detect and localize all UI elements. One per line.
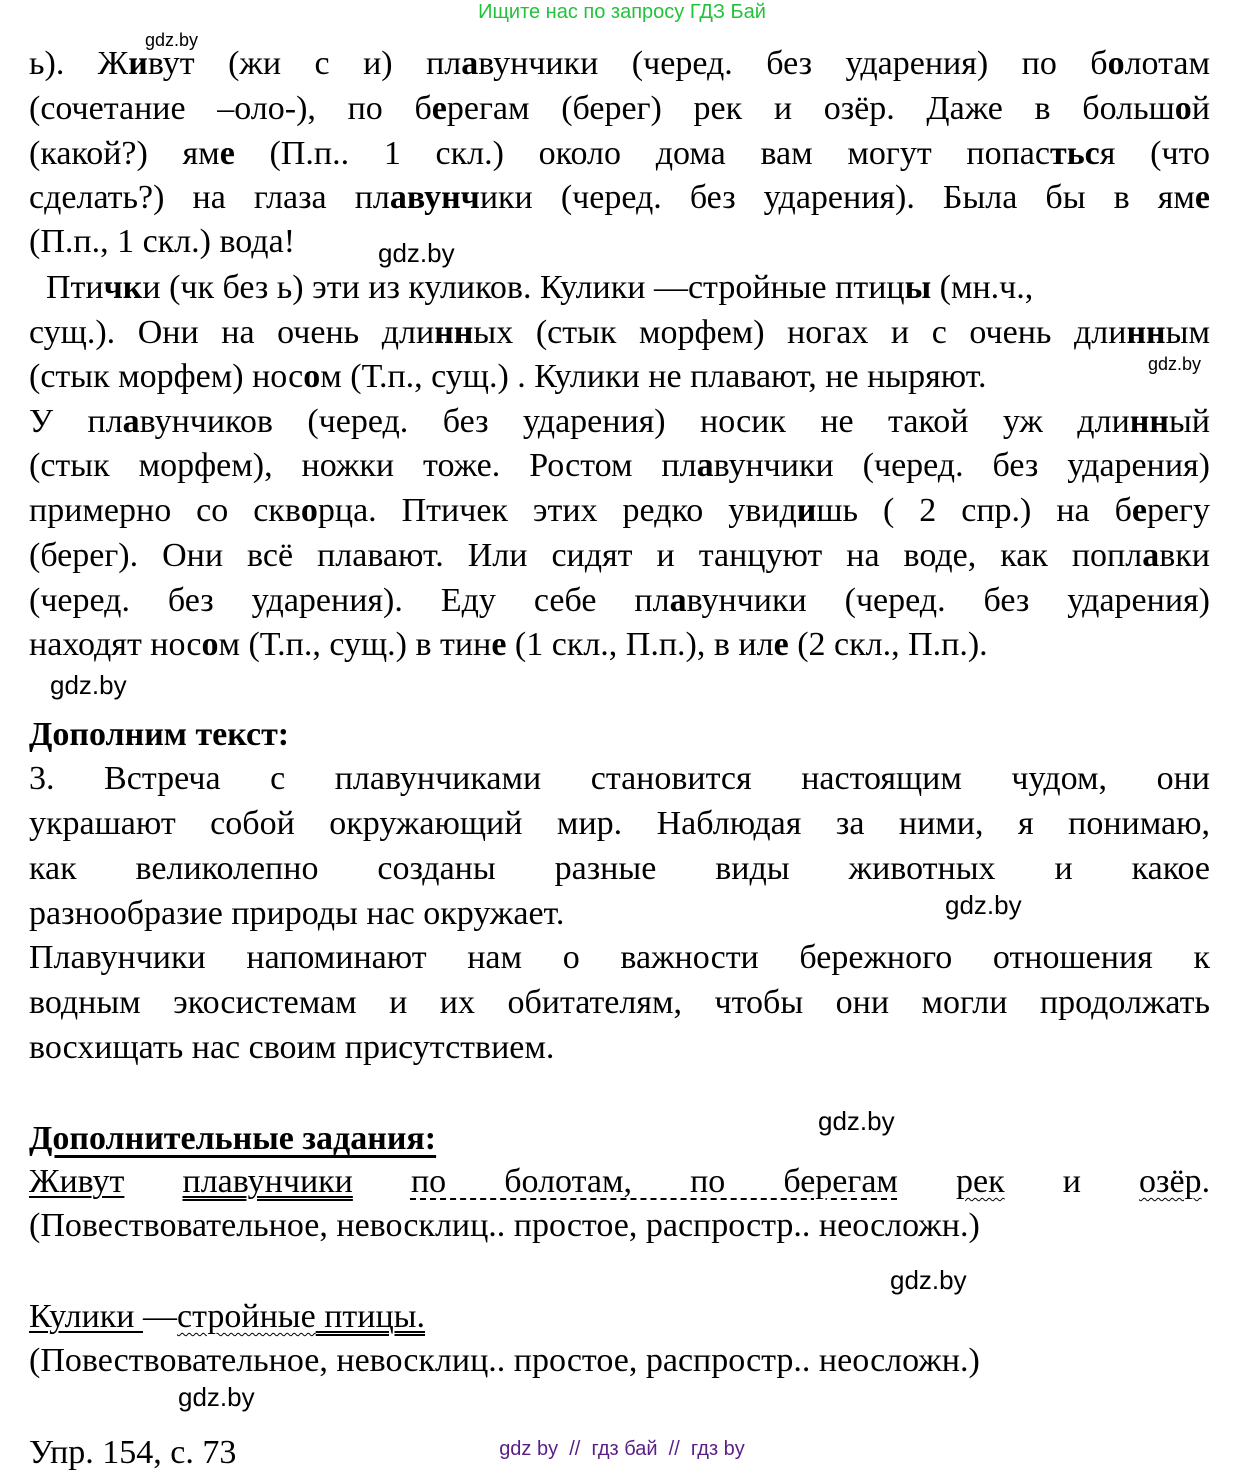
- watermark: gdz.by: [178, 1382, 255, 1412]
- text-line: примерно со скворца. Птичек этих редко увидишь ( 2 спр.) на берегу: [29, 492, 1211, 529]
- text-line: (сочетание –оло-), по берегам (берег) рек и озёр. Даже в большой: [29, 90, 1210, 127]
- text-line: Плавунчики напоминают нам о важности бережного отношения к: [29, 939, 1210, 976]
- text-line: разнообразие природы нас окружает.: [29, 895, 565, 932]
- text-line: (берег). Они всё плавают. Или сидят и танцуют на воде, как поплавки: [29, 537, 1210, 574]
- parsed-sentence-1: Живут плавунчики по болотам, по берегам рек и озёр.: [29, 1163, 1211, 1200]
- sentence-subject: Кулики: [29, 1298, 144, 1335]
- section-heading: Дополнительные задания:: [29, 1120, 437, 1157]
- text-line: ь). Живут (жи с и) плавунчики (черед. без ударения) по болотам: [29, 45, 1210, 82]
- text-line: (черед. без ударения). Еду себе плавунчики (черед. без ударения): [29, 582, 1211, 619]
- watermark: gdz.by: [50, 670, 127, 700]
- text-line: сущ.). Они на очень длинных (стык морфем) ногах и с очень длинным: [29, 314, 1210, 351]
- section-heading: Дополним текст:: [29, 716, 290, 753]
- text-line: 3. Встреча с плавунчиками становится настоящим чудом, они: [29, 760, 1210, 797]
- sentence-predicate: плавунчики: [182, 1163, 353, 1200]
- text-line: Птички (чк без ь) эти из куликов. Кулики —стройные птицы (мн.ч.,: [29, 269, 1034, 306]
- text-line: (П.п., 1 скл.) вода!: [29, 223, 296, 260]
- sentence-analysis: (Повествовательное, невосклиц.. простое, распростр.. неосложн.): [29, 1207, 980, 1244]
- watermark: gdz.by: [890, 1265, 967, 1295]
- watermark: gdz.by: [945, 890, 1022, 920]
- watermark: gdz.by: [378, 238, 455, 268]
- text-line: У плавунчиков (черед. без ударения) носик не такой уж длинный: [29, 403, 1210, 440]
- parsed-sentence-2: Кулики —стройные птицы.: [29, 1298, 426, 1335]
- text-line: украшают собой окружающий мир. Наблюдая за ними, я понимаю,: [29, 805, 1210, 842]
- text-line: (стык морфем), ножки тоже. Ростом плавунчики (черед. без ударения): [29, 447, 1210, 484]
- sentence-analysis: (Повествовательное, невосклиц.. простое, распростр.. неосложн.): [29, 1342, 980, 1379]
- cutoff-line: Упр. 154, с. 73: [29, 1434, 237, 1471]
- watermark: gdz.by: [1148, 354, 1202, 374]
- footer-banner: gdz by // гдз бай // гдз by: [499, 1438, 745, 1460]
- text-line: сделать?) на глаза плавунчики (черед. без ударения). Была бы в яме: [29, 179, 1210, 216]
- text-line: водным экосистемам и их обитателям, чтобы они могли продолжать: [29, 984, 1210, 1021]
- sentence-attribute: озёр: [1139, 1163, 1202, 1200]
- search-hint-banner: Ищите нас по запросу ГДЗ Бай: [478, 1, 766, 23]
- watermark: gdz.by: [145, 30, 199, 50]
- text-line: (стык морфем) носом (Т.п., сущ.) . Кулики не плавают, не ныряют.: [29, 358, 987, 395]
- watermark: gdz.by: [818, 1106, 895, 1136]
- text-line: восхищать нас своим присутствием.: [29, 1029, 555, 1066]
- text-line: как великолепно созданы разные виды животных и какое: [29, 850, 1210, 887]
- text-line: находят носом (Т.п., сущ.) в тине (1 скл., П.п.), в иле (2 скл., П.п.).: [29, 626, 988, 663]
- text-line: (какой?) яме (П.п.. 1 скл.) около дома вам могут попасться (что: [29, 135, 1210, 172]
- sentence-adverbial: по болотам, по берегам: [410, 1163, 898, 1200]
- sentence-attribute: рек: [956, 1163, 1005, 1200]
- sentence-subject: Живут: [29, 1163, 125, 1200]
- sentence-predicate: птицы.: [315, 1298, 426, 1335]
- sentence-attribute: стройные: [177, 1298, 316, 1335]
